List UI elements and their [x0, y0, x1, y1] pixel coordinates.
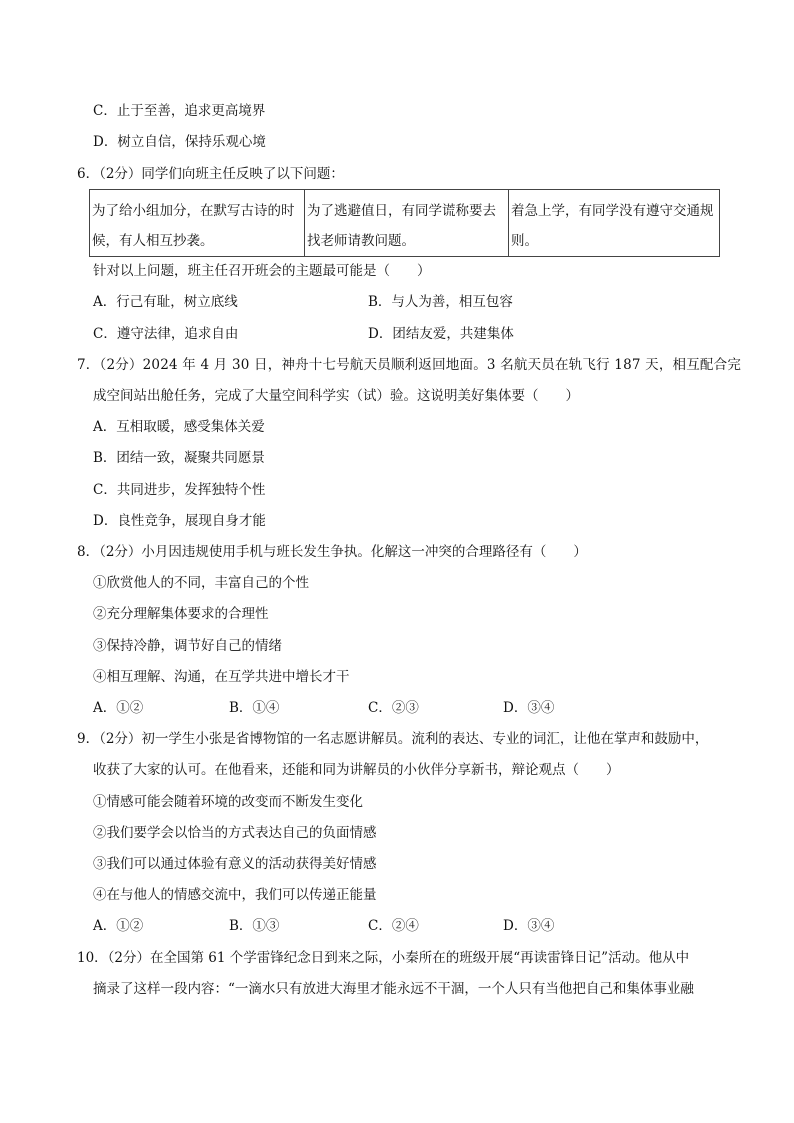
q9-option-a: A．①② — [93, 918, 144, 934]
q5-option-c: C．止于至善，追求更高境界 — [93, 103, 266, 119]
q6-question: 针对以上问题，班主任召开班会的主题最可能是（ ） — [93, 263, 431, 279]
q5-option-d: D．树立自信，保持乐观心境 — [93, 134, 266, 150]
q8-option-c: C．②③ — [368, 700, 419, 716]
q9-stem-line-2: 收获了大家的认可。在他看来，还能和同为讲解员的小伙伴分享新书，辩论观点（ ） — [93, 762, 620, 778]
q9-option-d: D．③④ — [503, 918, 555, 934]
q8-stem: 8．（2分）小月因违规使用手机与班长发生争执。化解这一冲突的合理路径有（ ） — [77, 544, 587, 560]
table-row — [90, 190, 720, 257]
q8-option-b: B．①④ — [229, 700, 280, 716]
q6-issues-table — [89, 189, 720, 257]
q9-item-4: ④在与他人的情感交流中，我们可以传递正能量 — [93, 887, 377, 903]
q8-item-1: ①欣赏他人的不同，丰富自己的个性 — [93, 575, 309, 591]
q8-item-4: ④相互理解、沟通，在互学共进中增长才干 — [93, 669, 350, 685]
q6-option-b: B．与人为善，相互包容 — [368, 294, 513, 310]
q8-item-3: ③保持冷静，调节好自己的情绪 — [93, 638, 282, 654]
q7-option-c: C．共同进步，发挥独特个性 — [93, 482, 266, 498]
q8-option-d: D．③④ — [503, 700, 555, 716]
q7-stem-line-2: 成空间站出舱任务，完成了大量空间科学实（试）验。这说明美好集体要（ ） — [93, 388, 579, 404]
q9-option-b: B．①③ — [229, 918, 280, 934]
q9-option-c: C．②④ — [368, 918, 419, 934]
q10-stem-line-2: 摘录了这样一段内容：“一滴水只有放进大海里才能永远不干涸，一个人只有当他把自己和集体事业融 — [93, 981, 694, 997]
q7-stem-line-1: 7．（2分）2024 年 4 月 30 日，神舟十七号航天员顺利返回地面。3 名航天员在轨飞行 187 天，相互配合完 — [77, 357, 742, 373]
q6-stem: 6．（2分）同学们向班主任反映了以下问题： — [77, 166, 344, 182]
q9-item-2: ②我们要学会以恰当的方式表达自己的负面情感 — [93, 825, 377, 841]
q8-item-2: ②充分理解集体要求的合理性 — [93, 606, 269, 622]
q7-option-b: B．团结一致，凝聚共同愿景 — [93, 450, 265, 466]
q9-item-1: ①情感可能会随着环境的改变而不断发生变化 — [93, 794, 363, 810]
q6-issue-cell-1: 为了给小组加分，在默写古诗的时候，有人相互抄袭。 — [90, 190, 305, 257]
q9-stem-line-1: 9．（2分）初一学生小张是省博物馆的一名志愿讲解员。流利的表达、专业的词汇，让他在掌声和鼓励中， — [77, 731, 709, 747]
q6-option-d: D．团结友爱，共建集体 — [368, 326, 514, 342]
q7-option-d: D．良性竞争，展现自身才能 — [93, 513, 266, 529]
q6-option-a: A．行己有耻，树立底线 — [93, 294, 238, 310]
q8-option-a: A．①② — [93, 700, 144, 716]
q6-option-c: C．遵守法律，追求自由 — [93, 326, 239, 342]
q6-issue-cell-2: 为了逃避值日，有同学谎称要去找老师请教问题。 — [305, 190, 509, 257]
q9-item-3: ③我们可以通过体验有意义的活动获得美好情感 — [93, 856, 377, 872]
q7-option-a: A．互相取暖，感受集体关爱 — [93, 419, 265, 435]
q6-issue-cell-3: 着急上学，有同学没有遵守交通规则。 — [509, 190, 720, 257]
q10-stem-line-1: 10．（2分）在全国第 61 个学雷锋纪念日到来之际，小秦所在的班级开展“再读雷锋日记”活动。他从中 — [77, 950, 690, 966]
